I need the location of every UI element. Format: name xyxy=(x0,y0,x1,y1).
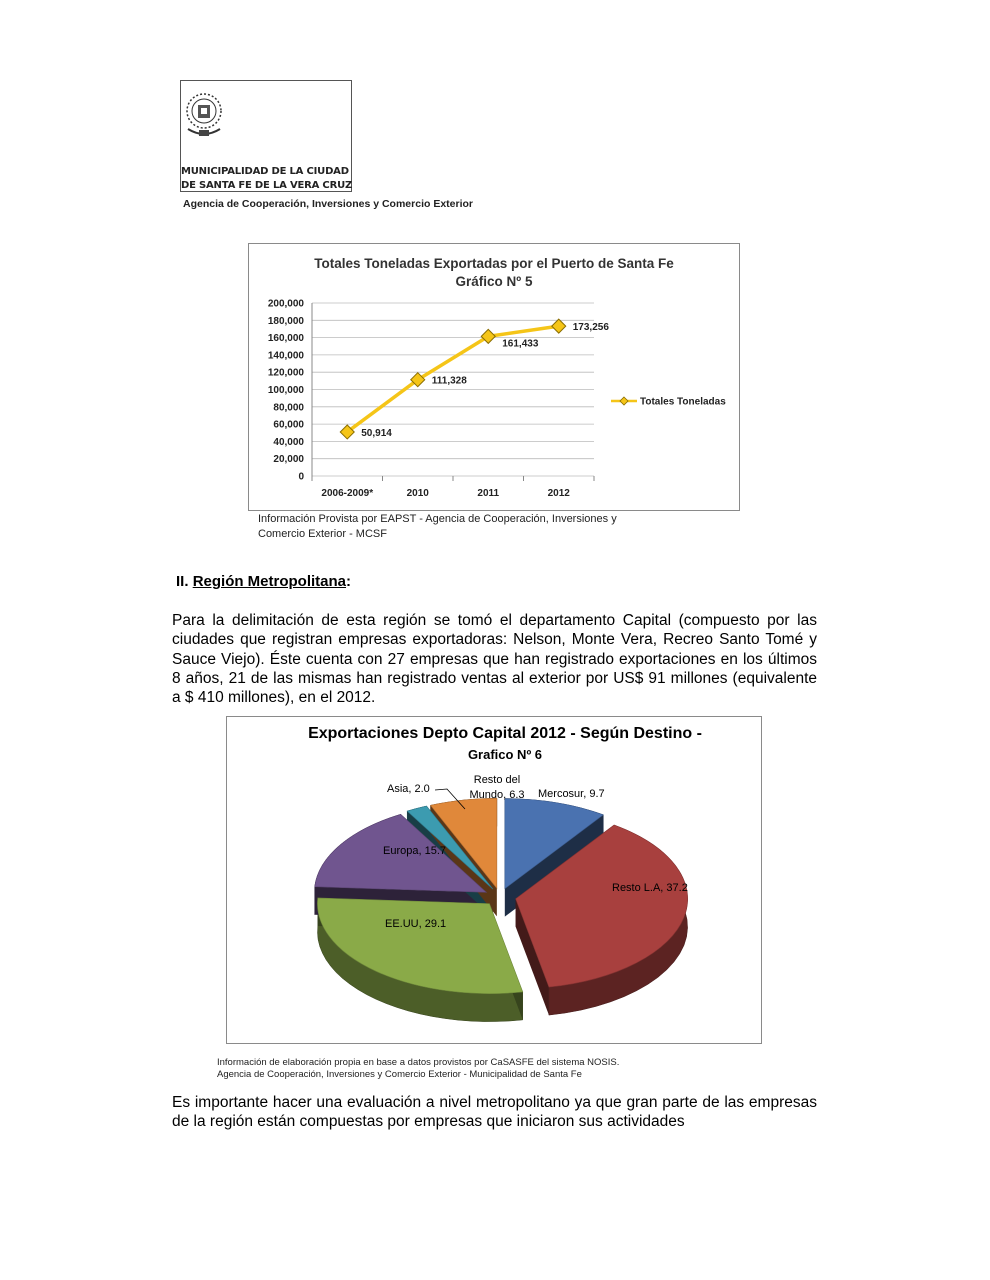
chart2-caption-line2: Agencia de Cooperación, Inversiones y Comercio Exterior - Municipalidad de Santa Fe xyxy=(217,1069,582,1080)
pie-chart-title: Exportaciones Depto Capital 2012 - Según Destino - xyxy=(308,725,702,742)
section-number: II. xyxy=(176,573,189,590)
section-heading xyxy=(176,573,351,590)
slice-label-asia: Asia, 2.0 xyxy=(387,783,430,795)
y-tick-label: 80,000 xyxy=(273,402,304,414)
slice-label-europa: Europa, 15.7 xyxy=(383,845,446,857)
agency-name: Agencia de Cooperación, Inversiones y Comercio Exterior xyxy=(183,198,474,210)
x-tick-label: 2006-2009* xyxy=(321,488,374,499)
chart2-caption-line1: Información de elaboración propia en base a datos provistos por CaSASFE del sistema NOSIS. xyxy=(217,1057,620,1068)
y-tick-label: 140,000 xyxy=(267,350,304,362)
data-label: 111,328 xyxy=(431,375,467,387)
y-tick-label: 160,000 xyxy=(267,333,304,345)
chart1-caption-line1: Información Provista por EAPST - Agencia de Cooperación, Inversiones y xyxy=(258,513,617,525)
y-tick-label: 0 xyxy=(298,471,304,483)
pie-chart xyxy=(227,717,761,1043)
municipal-seal-icon xyxy=(182,83,228,141)
line-chart xyxy=(249,244,739,510)
y-tick-label: 100,000 xyxy=(267,385,304,396)
line-chart-frame xyxy=(248,243,740,511)
y-tick-label: 200,000 xyxy=(267,298,304,310)
x-tick-label: 2010 xyxy=(406,488,429,499)
y-tick-label: 180,000 xyxy=(267,315,304,327)
data-point-marker xyxy=(552,319,566,333)
y-tick-label: 120,000 xyxy=(267,367,304,379)
data-label: 173,256 xyxy=(572,322,609,334)
y-tick-label: 60,000 xyxy=(273,419,304,431)
x-tick-label: 2011 xyxy=(477,488,500,499)
paragraph-1: Para la delimitación de esta región se tomó el departamento Capital (compuesto por las ciudades que registran empresas exportadoras: Nelson, Monte Vera, Recreo Santo Tomé y Sauce Viejo). Éste cuenta con 27 empresas que han registrado exportaciones en los últimos 8 años, 21 de las mismas han registrado ventas al exterior por US$ 91 millones (equivalente a $ 410 millones), en el 2012. xyxy=(172,612,817,707)
logo-text-line1: MUNICIPALIDAD DE LA CIUDAD xyxy=(181,166,349,177)
slice-label-resto-la: Resto L.A, 37.2 xyxy=(612,882,688,894)
data-label: 161,433 xyxy=(502,338,539,350)
section-colon: : xyxy=(346,573,352,590)
chart-subtitle: Gráfico Nº 5 xyxy=(455,274,533,289)
y-tick-label: 40,000 xyxy=(273,436,304,448)
x-tick-label: 2012 xyxy=(547,488,570,499)
y-tick-label: 20,000 xyxy=(273,454,304,466)
pie-chart-frame xyxy=(226,716,762,1044)
legend-marker xyxy=(620,397,628,405)
logo-text-line2: DE SANTA FE DE LA VERA CRUZ xyxy=(181,180,353,191)
slice-label-mercosur: Mercosur, 9.7 xyxy=(538,788,605,800)
slice-label-resto-mundo-2: Mundo, 6.3 xyxy=(469,789,525,801)
data-label: 50,914 xyxy=(361,427,392,439)
chart-title: Totales Toneladas Exportadas por el Puerto de Santa Fe xyxy=(314,256,674,271)
section-title: Región Metropolitana xyxy=(192,573,347,590)
slice-label-eeuu: EE.UU, 29.1 xyxy=(385,918,447,930)
slice-label-resto-mundo-1: Resto del xyxy=(473,774,521,786)
paragraph-2: Es importante hacer una evaluación a nivel metropolitano ya que gran parte de las empresas de la región están compuestas por empresas que iniciaron sus actividades xyxy=(172,1094,817,1131)
chart1-caption-line2: Comercio Exterior - MCSF xyxy=(258,528,387,540)
pie-chart-subtitle: Grafico Nº 6 xyxy=(467,747,543,762)
legend-label: Totales Toneladas xyxy=(640,396,726,408)
